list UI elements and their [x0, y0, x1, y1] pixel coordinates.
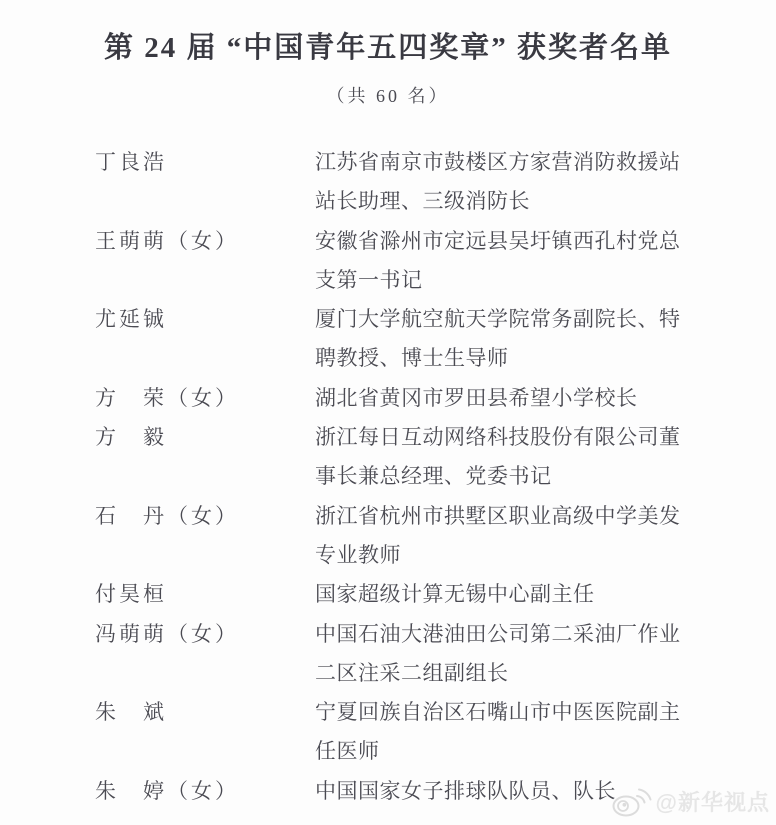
awardee-description: [315, 418, 695, 497]
awardee-description-line: 安徽省滁州市定远县吴圩镇西孔村党总: [315, 228, 681, 253]
page-subtitle: （共 60 名）: [326, 86, 450, 106]
awardee-description-line: 中国石油大港油田公司第二采油厂作业: [315, 621, 681, 646]
list-item: [95, 418, 695, 497]
weibo-icon: [610, 783, 652, 819]
list-item: [95, 497, 695, 576]
list-item: [95, 379, 695, 418]
awardee-description-line: 江苏省南京市鼓楼区方家营消防救援站: [315, 150, 681, 174]
list-item: [95, 772, 695, 811]
awardee-name: 丁良浩: [95, 150, 167, 174]
awardee-description: [315, 143, 695, 222]
awardee-description-line: 中国国家女子排球队队员、队长: [315, 778, 616, 803]
awardee-name: 石 丹（女）: [95, 503, 239, 528]
list-item: [95, 222, 695, 301]
awardee-description-line: 专业教师: [315, 542, 401, 567]
list-item: [95, 575, 695, 614]
awardee-description-line: 国家超级计算无锡中心副主任: [315, 582, 595, 607]
awardee-name: 朱 婷（女）: [95, 778, 239, 803]
awardee-description-line: 站长助理、三级消防长: [315, 189, 530, 214]
awardee-description-line: 厦门大学航空航天学院常务副院长、特: [315, 307, 681, 332]
awardee-name: 方 荣（女）: [95, 385, 239, 410]
awardee-name: 尤延铖: [95, 307, 167, 332]
awardee-description-line: 支第一书记: [315, 267, 423, 292]
awardee-description: [315, 615, 695, 694]
awardee-description-line: 浙江每日互动网络科技股份有限公司董: [315, 425, 681, 450]
awardee-description-line: 浙江省杭州市拱墅区职业高级中学美发: [315, 503, 681, 528]
awardee-description: [315, 222, 695, 301]
awardee-name: 王萌萌（女）: [95, 228, 239, 253]
awardee-description: [315, 575, 695, 614]
list-item: [95, 615, 695, 694]
awardee-description: [315, 300, 695, 379]
awardee-description: [315, 379, 695, 418]
awardee-description-line: 事长兼总经理、党委书记: [315, 464, 552, 489]
awardee-description-line: 湖北省黄冈市罗田县希望小学校长: [315, 385, 638, 410]
watermark-label: @新华视点: [655, 789, 770, 815]
awardee-name: 朱 斌: [95, 700, 167, 725]
list-item: [95, 143, 695, 222]
list-item: [95, 300, 695, 379]
watermark: [610, 783, 770, 819]
awardee-name: 付昊桓: [95, 582, 167, 607]
awardee-description: [315, 497, 695, 576]
awardee-description-line: 聘教授、博士生导师: [315, 346, 509, 371]
awardee-description-line: 宁夏回族自治区石嘴山市中医医院副主: [315, 700, 681, 725]
awardee-name: 方 毅: [95, 425, 167, 450]
awardee-description-line: 二区注采二组副组长: [315, 660, 509, 685]
page-title: 第 24 届 “中国青年五四奖章” 获奖者名单: [103, 32, 672, 64]
awardee-list: [95, 143, 695, 811]
awardee-name: 冯萌萌（女）: [95, 621, 239, 646]
list-item: [95, 693, 695, 772]
awardee-description: [315, 693, 695, 772]
awardee-description-line: 任医师: [315, 739, 380, 764]
